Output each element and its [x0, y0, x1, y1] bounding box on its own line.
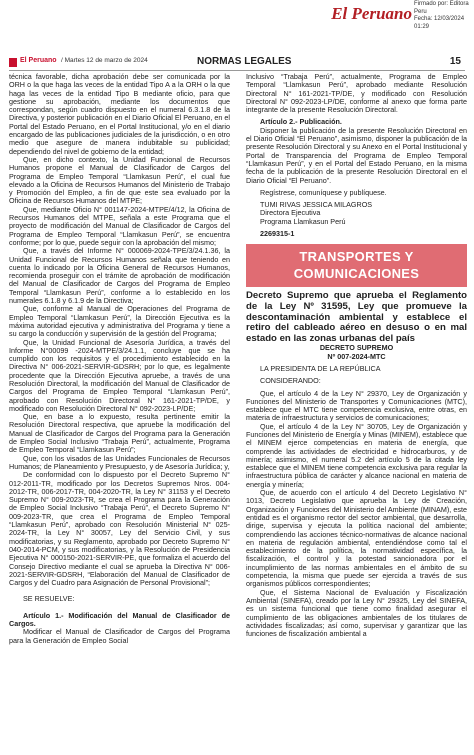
paragraph: Que, a través del Informe N° 000069-2024-TPE/3/24.1.36, la Unidad Funcional de Recursos Humanos señala que teniendo en cuenta lo indicado por la Oficina General de Recursos Humanos, recomienda proseguir con el trámite de aprobación de modificación del Manual de Clasificador de Cargos del Programa de Empleo Temporal “Llamkasun Perú”, conforme a lo establecido en los numerales 6.1.8 y 6.1.9 de la Directiva;	[9, 246, 230, 306]
considering-heading: CONSIDERANDO:	[260, 376, 321, 386]
page-number: 15	[449, 56, 461, 67]
paragraph: Que, en dicho contexto, la Unidad Funcional de Recursos Humanos propone el Manual de Clasificador de Cargos del Programa de Empleo Temporal “Llamkasun Perú”, el cual fue elevado a la Oficina de Recursos Humanos del Ministerio de Trabajo y Promoción del Empleo, a fin de que este sea evaluado por la Oficina de Recursos Humanos del MTPE;	[9, 154, 230, 206]
closing-formula: Regístrese, comuníquese y publíquese.	[260, 187, 387, 197]
peruano-mark-icon	[9, 58, 17, 67]
president-line: LA PRESIDENTA DE LA REPÚBLICA	[260, 363, 381, 373]
digital-signature	[414, 1, 472, 31]
paragraph: Que, el Sistema Nacional de Evaluación y Fiscalización Ambiental (SINEFA), creado por la Ley N° 29325, Ley del SINEFA, es un sistema funcional que tiene como finalidad asegurar el cumplimiento de las obligaciones ambientales de los titulares de actividades fiscalizadas; así como, supervisar y garantizar que las funciones de fiscalización ambiental a	[246, 587, 467, 639]
right-column	[246, 73, 467, 638]
signer-role: Directora Ejecutiva	[260, 208, 321, 218]
paragraph: Que, conforme al Manual de Operaciones del Programa de Empleo Temporal “Llamkasun Perú”, la Dirección Ejecutiva es la máxima autoridad ejecutiva y administrativa del Programa y tiene a su cargo la conducción y supervisión de la gestión del Programa;	[9, 304, 230, 339]
banner-line: COMUNICACIONES	[293, 266, 420, 282]
paragraph: técnica favorable, dicha aprobación debe ser comunicada por la ORH o la que haga las veces de la entidad Tipo A a la ORH o la que haga las veces de la entidad Tipo B mediante oficio, para que gestione su aprobación, mediante los documentos que correspondan, según cuadro dispuesto en el numeral 6.3.1.8 de la Directiva, y posterior publicación en el Diario Oficial El Peruano, en el Portal del Estado Peruano, en el Portal Institucional, y/o en el diario encargado de las publicaciones judiciales de la jurisdicción, o en otro medio que asegure de manera indubitable su publicidad; dependiendo del nivel de gobierno de la entidad;	[9, 72, 230, 156]
decree-name: DECRETO SUPREMO	[319, 343, 394, 353]
signer-name: TUMI RIVAS JESSICA MILAGROS	[260, 200, 373, 210]
article-1-text: Modificar el Manual de Clasificador de Cargos del Programa para la Generación de Empleo Social	[9, 627, 230, 645]
article-2-title: Artículo 2.- Publicación.	[260, 117, 342, 127]
section-title: NORMAS LEGALES	[197, 56, 292, 67]
paragraph: Que, de acuerdo con el artículo 4 del Decreto Legislativo N° 1013, Decreto Legislativo que aprueba la Ley de Creación, Organización y Funciones del Ministerio del Ambiente (MINAM), este entidad es el organismo rector del sector ambiental, que desarrolla, dirige, supervisa y ejecuta la política nacional del ambiente; comprendiendo las acciones técnico-normativas de alcance nacional en materia de regulación ambiental, entendiéndose como tal el establecimiento de la política, la normatividad específica, la fiscalización, el control y la potestad sancionadora por el incumplimiento de las normas ambientales en el ámbito de su competencia, la misma que puede ser ejercida a través de sus organismos públicos correspondientes;	[246, 488, 467, 589]
signer-program: Programa Llamkasun Perú	[260, 216, 346, 226]
left-column	[9, 73, 230, 645]
section-banner	[246, 244, 467, 287]
decree-title: Decreto Supremo que aprueba el Reglamento de la Ley Nº 31595, Ley que promueve la descontaminación ambiental y establece el retiro del cableado aéreo en desuso o en mal estado en las zonas urbanas del país	[246, 290, 467, 344]
paragraph: Que, el artículo 4 de la Ley N° 29370, Ley de Organización y Funciones del Ministerio de Transportes y Comunicaciones (MTC), establece que el MTC tiene competencia exclusiva, entre otras, en materia de infraestructura y servicios de comunicaciones;	[246, 388, 467, 423]
paragraph: Que, la Unidad Funcional de Asesoría Jurídica, a través del Informe N°00099 -2024-MTPE/3/24.1.1, concluye que se ha cumplido con los requisitos y el procedimiento establecido en la Directiva N° 006-2021-SERVIR-GDSRH; por lo que, es legalmente procedente que la Dirección Ejecutiva apruebe, a través de una Resolución Directoral, la modificación del Manual de Clasificador de Cargos del Programa de Empleo Temporal “Llamkasun Perú”, aprobado con Resolución Directoral N° 161-2021-TP/DE, y modificado con Resolución Directoral N° 092-2023-LP/DE;	[9, 337, 230, 413]
banner-line: TRANSPORTES Y	[299, 249, 414, 265]
paragraph: Que, en base a lo expuesto, resulta pertinente emitir la Resolución Directoral respectiva, que apruebe la modificación del Manual de Clasificador de Cargos del Programa para la Generación de Empleo Social Inclusivo “Trabaja Perú”, actualmente, Programa de Empleo Temporal “Llamkasun Perú”;	[9, 412, 230, 455]
resolve-heading: SE RESUELVE:	[23, 594, 75, 604]
document-code: 2269315-1	[260, 229, 295, 239]
page-header	[9, 56, 465, 71]
signature-line: Fecha: 12/03/2024 01:29	[414, 16, 465, 30]
el-peruano-logo: El Peruano	[331, 4, 412, 23]
paragraph: Inclusivo “Trabaja Perú”, actualmente, Programa de Empleo Temporal “Llamkasun Perú”, aprobado mediante Resolución Directoral N° 161-2021-TP/DE, y modificado con Resolución Directoral N° 092-2023-LP/DE, conforme al anexo que forma parte integrante de la presente Resolución Directoral.	[246, 72, 467, 115]
paragraph: De conformidad con lo dispuesto por el Decreto Supremo N° 012-2011-TR, modificado por los Decretos Supremos Nros. 004-2012-TR, 006-2017-TR, 004-2020-TR, la Ley N° 31153 y el Decreto Supremo N° 009-2023-TR, se crea el Programa para la Generación de Empleo Social Inclusivo “Trabaja Perú”, el Decreto Supremo N° 009-2023-TR, que crea el Programa de Empleo Temporal “Llamkasun Perú”, aprobado con Resolución Ministerial N° 025-2024-TR, la Ley N° 30057, Ley del Servicio Civil, y sus modificatorias, y su Reglamento, aprobado por Decreto Supremo N° 040-2014-PCM, y sus modificatorias, y la Resolución de Presidencia Ejecutiva N° 000150-2021-SERVIR-PE, que formaliza el acuerdo del Consejo Directivo mediante el cual se aprueba la Directiva N° 006-2021-SERVIR-GDSRH, “Elaboración del Manual de Clasificador de Cargos y del Cuadro para Asignación de Personal Provisional”;	[9, 470, 230, 588]
signature-line: Peru	[414, 8, 427, 15]
paragraph: Que, el artículo 4 de la Ley N° 30705, Ley de Organización y Funciones del Ministerio de Energía y Minas (MINEM), establece que el MINEM ejerce competencias en materia de energía, que comprende las actividades de electricidad e hidrocarburos, y de minería; asimismo, el numeral 5.2 del artículo 5 de la citada ley establece que el MINEM tiene competencia exclusiva para regular la infraestructura pública de carácter y alcance nacional en materia de energía y minería;	[246, 421, 467, 489]
decree-number: Nº 007-2024-MTC	[327, 351, 386, 361]
article-2-text: Disponer la publicación de la presente Resolución Directoral en el Diario Oficial “El Peruano”, asimismo, disponer la publicación de la presente Resolución Directoral y su Anexo en el Portal Institucional y Portal de Transparencia del Programa de Empleo Temporal “Llamkasun Perú”, y en el Portal del Estado Peruano, en la misma fecha de la publicación de la presente Resolución Directoral en el Diario Oficial “El Peruano”.	[246, 125, 467, 185]
paragraph: Que, mediante Oficio N° 001147-2024-MTPE/4/12, la Oficina de Recursos Humanos del MTPE, señala a este Programa que el proyecto de modificación del Manual de Clasificador de Cargos del Programa de Empleo Temporal “Llamkasun Perú”, se encuentra conforme; por lo que, puede seguir con la aprobación del mismo;	[9, 204, 230, 247]
top-strip	[0, 0, 474, 28]
paragraph: Que, con los visados de las Unidades Funcionales de Recursos Humanos; de Planeamiento y Presupuesto, y de Asesoría Jurídica; y,	[9, 453, 230, 471]
issue-date: / Martes 12 de marzo de 2024	[61, 57, 148, 64]
paper-name: El Peruano	[20, 57, 57, 64]
signature-line: Firmado por: Editora	[414, 1, 469, 7]
article-1-title: Artículo 1.- Modificación del Manual de Clasificador de Cargos.	[9, 610, 230, 628]
